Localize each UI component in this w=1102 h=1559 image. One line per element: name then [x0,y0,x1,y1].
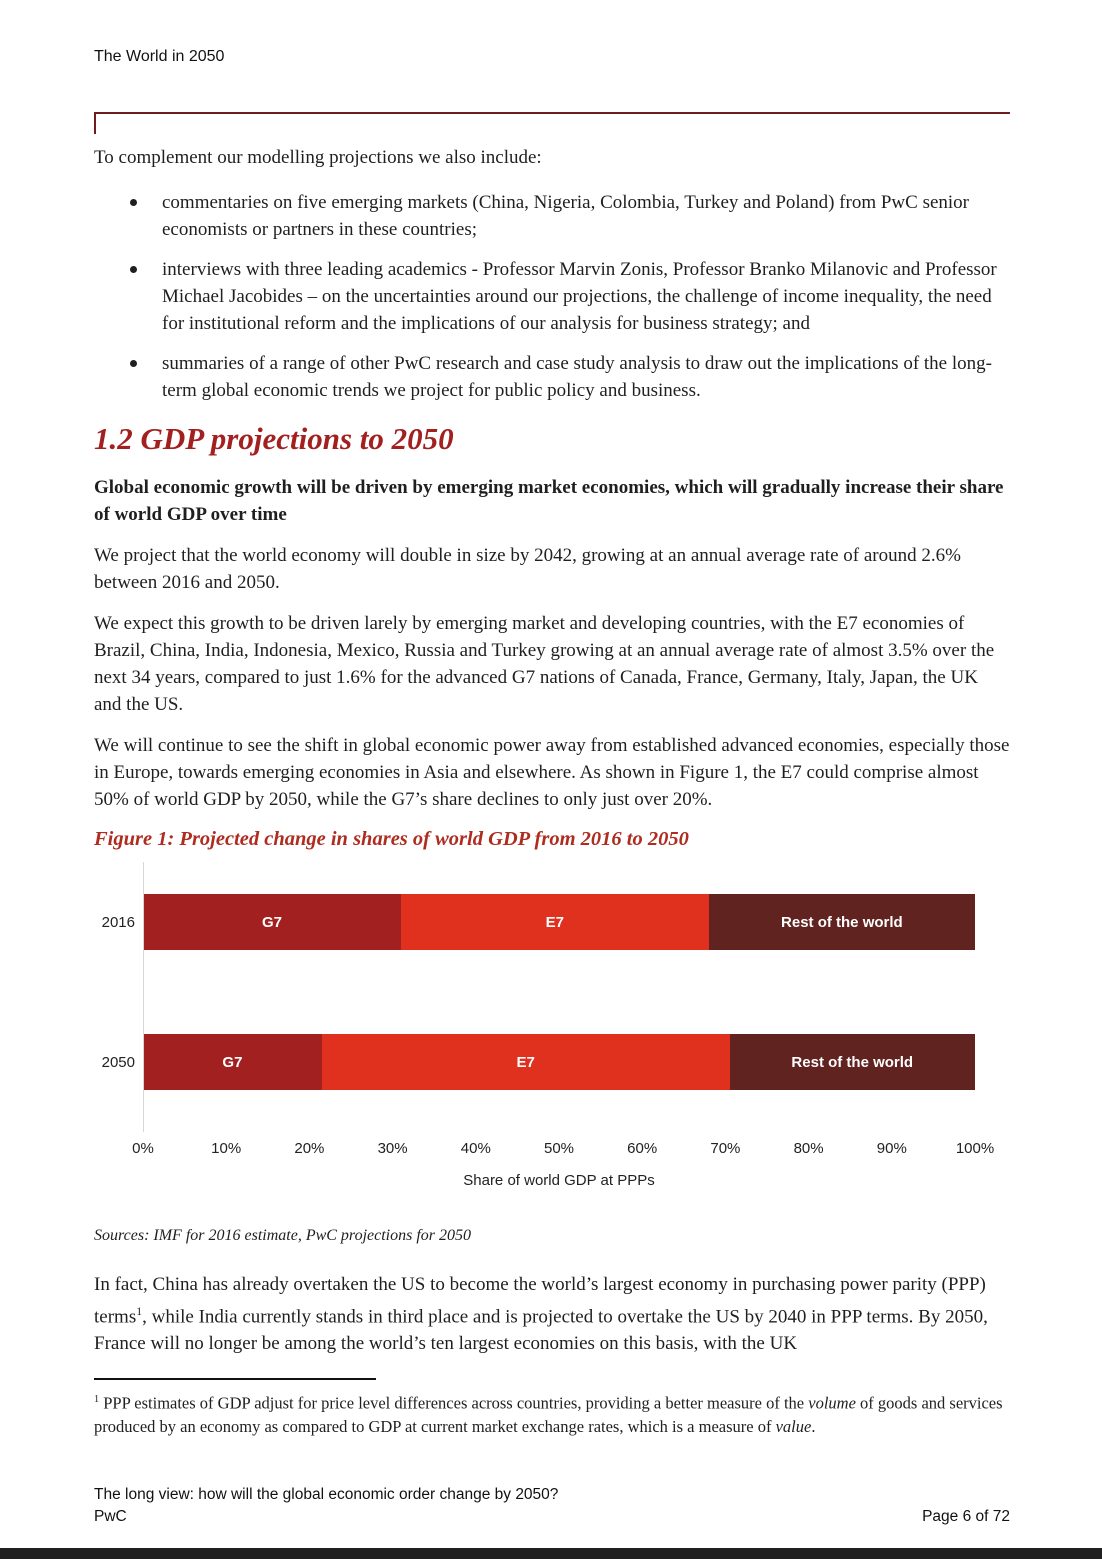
section-heading: 1.2 GDP projections to 2050 [94,421,454,456]
footer-title: The long view: how will the global economic order change by 2050? [94,1486,559,1503]
sources-note: Sources: IMF for 2016 estimate, PwC projections for 2050 [94,1227,471,1244]
category-label: 2050 [101,1053,135,1071]
stacked-bar-chart [94,862,1010,1189]
footnote-italic: value [775,1416,812,1436]
page-bottom-bar [0,1548,1102,1559]
paragraph-text: , while India currently stands in third place and is projected to overtake the US by 2040 in PPP terms. By 2050, France will no longer be among the world’s ten largest economies on this basis, with the UK [94,1306,988,1355]
x-tick: 50% [543,1140,575,1157]
footnote-marker: 1 [94,1394,100,1406]
y-axis-line [143,862,144,1132]
segment-label: G7 [222,1053,243,1071]
figure-title: Figure 1: Projected change in shares of world GDP from 2016 to 2050 [94,828,689,850]
bullet-list [94,189,1010,404]
bullet-item: commentaries on five emerging markets (China, Nigeria, Colombia, Turkey and Poland) from PwC senior economists or partners in these countries; [162,189,1010,243]
segment-label: G7 [261,913,282,931]
x-tick: 60% [627,1140,658,1157]
chart-row-2050 [94,1034,1010,1090]
paragraph-text: In fact, China has already overtaken the US to become the world’s largest economy in purchasing power parity (PPP) terms [94,1274,986,1328]
footnote-text: . [811,1416,816,1436]
lead-paragraph: To complement our modelling projections we also include: [94,147,542,168]
bar-segment-g7 [143,894,401,950]
segment-label: Rest of the world [781,913,903,931]
x-tick: 0% [132,1140,154,1157]
x-tick: 90% [876,1140,907,1157]
segment-label: E7 [516,1053,535,1071]
x-tick: 30% [377,1140,408,1157]
body-paragraph [94,1271,1010,1357]
body-paragraph: We expect this growth to be driven larely by emerging market and developing countries, with the E7 economies of Brazil, China, India, Indonesia, Mexico, Russia and Turkey growing at an annual average rate of almost 3.5% over the next 34 years, compared to just 1.6% for the advanced G7 nations of Canada, France, Germany, Italy, Japan, the UK and the US. [94,613,995,715]
x-tick: 100% [955,1140,995,1157]
segment-label: Rest of the world [791,1053,914,1071]
bullet-item: interviews with three leading academics - Professor Marvin Zonis, Professor Branko Milanovic and Professor Michael Jacobides – on the uncertainties around our projections, the challenge of income inequality, the need for institutional reform and the implications of our analysis for business strategy; and [162,256,1010,337]
page-footer [94,1484,1010,1528]
x-tick: 40% [460,1140,491,1157]
footer-brand: PwC [94,1508,127,1525]
chart-plot-area [94,862,1010,1132]
bar-segment-g7 [143,1034,322,1090]
body-paragraph: We will continue to see the shift in global economic power away from established advanced economies, especially those in Europe, towards emerging economies in Asia and elsewhere. As shown in Figure 1, the E7 could comprise almost 50% of world GDP by 2050, while the G7’s share declines to only just over 20%. [94,735,1010,810]
footnote-italic: volume [808,1393,856,1413]
x-axis-title: Share of world GDP at PPPs [463,1172,655,1189]
x-tick: 10% [211,1140,242,1157]
x-axis [132,1140,995,1158]
footnote-text: of goods and services produced by an economy as compared to GDP at current market exchange rates, which is a measure of [94,1393,1003,1436]
category-label: 2016 [101,913,135,931]
footnote-text: PPP estimates of GDP adjust for price level differences across countries, providing a better measure of the [99,1393,809,1413]
bar-segment-e7 [322,1034,730,1090]
footer-page-number: Page 6 of 72 [922,1508,1010,1525]
segment-label: E7 [545,913,564,931]
footnote-rule [94,1378,376,1380]
x-tick: 20% [294,1140,325,1157]
bar-segment-e7 [401,894,709,950]
body-paragraph: We project that the world economy will double in size by 2042, growing at an annual average rate of around 2.6% between 2016 and 2050. [94,545,961,593]
running-header: The World in 2050 [94,48,225,65]
x-tick: 70% [710,1140,741,1157]
stacked-bar-2050 [143,1034,975,1090]
section-subheading: Global economic growth will be driven by emerging market economies, which will gradually increase their share of world GDP over time [94,477,1004,525]
section-top-rule [94,112,1010,134]
bar-segment-rest-of-the-world [709,894,975,950]
bullet-item: summaries of a range of other PwC research and case study analysis to draw out the implications of the long-term global economic trends we project for public policy and business. [162,350,1010,404]
stacked-bar-2016 [143,894,975,950]
footnote-ref: 1 [136,1305,143,1318]
footnote [94,1388,1010,1438]
x-tick: 80% [793,1140,824,1157]
chart-row-2016 [94,894,1010,950]
bar-segment-rest-of-the-world [730,1034,975,1090]
